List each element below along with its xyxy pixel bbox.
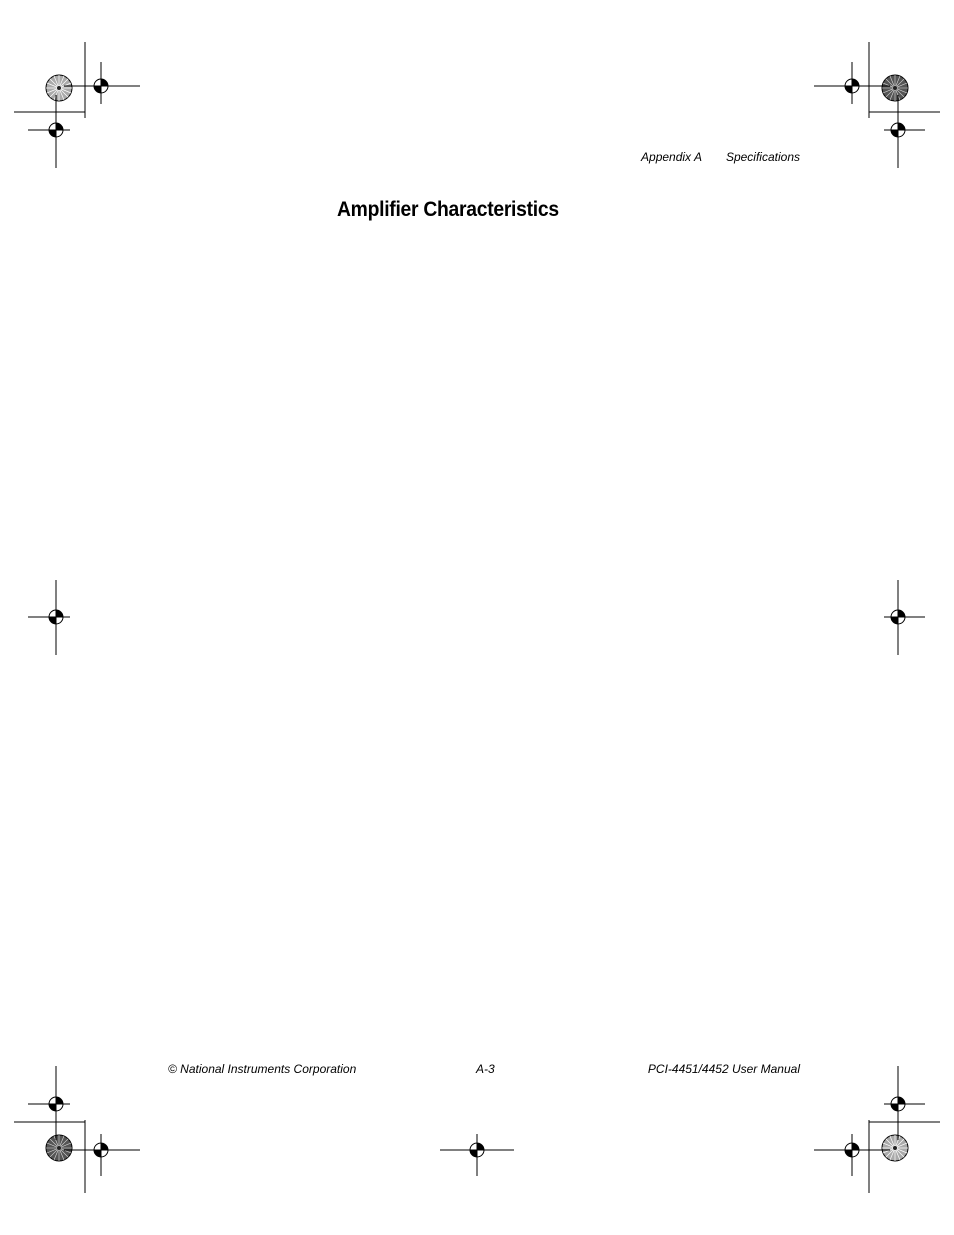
running-header (641, 150, 800, 164)
footer-page-number: A-3 (476, 1062, 495, 1076)
section-title: Amplifier Characteristics (337, 198, 559, 221)
running-header-section: Specifications (725, 150, 800, 164)
footer-copyright: © National Instruments Corporation (168, 1062, 357, 1076)
running-header-chapter: Appendix A (641, 150, 702, 164)
footer-manual-title: PCI-4451/4452 User Manual (647, 1062, 800, 1076)
